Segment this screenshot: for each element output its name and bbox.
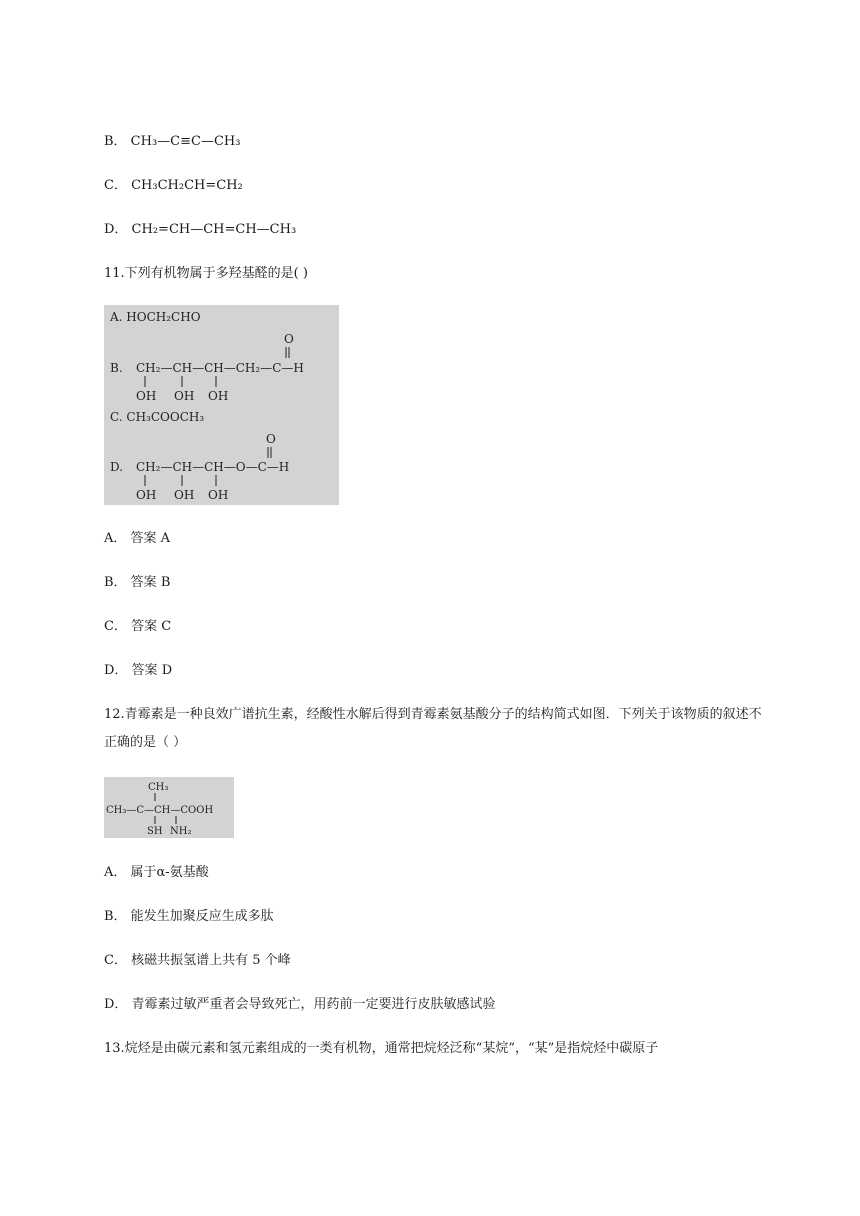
option-q11-d: D． 答案 D xyxy=(104,663,173,678)
option-q12-c: C． 核磁共振氢谱上共有 5 个峰 xyxy=(104,953,291,968)
q11-fig-d-oh-2: OH xyxy=(174,488,195,502)
q11-fig-b-carbonyl-o: O xyxy=(284,332,294,346)
q12-fig-top-ch3: CH₃ xyxy=(148,782,169,793)
question-13-stem: 13.烷烃是由碳元素和氢元素组成的一类有机物，通常把烷烃泛称“某烷”，“某”是指烷烃中碳原子 xyxy=(104,1041,659,1056)
q11-fig-d-oh-3: OH xyxy=(208,488,229,502)
option-q11-a: A． 答案 A xyxy=(104,531,171,546)
q11-fig-c: C. CH₃COOCH₃ xyxy=(110,410,205,424)
q11-fig-d-oh-1: OH xyxy=(136,488,157,502)
option-q11-c: C． 答案 C xyxy=(104,619,172,634)
q11-fig-a: A. HOCH₂CHO xyxy=(110,310,201,324)
q11-fig-d-chain: CH₂—CH—CH—O—C—H xyxy=(136,460,290,474)
option-q12-b: B． 能发生加聚反应生成多肽 xyxy=(104,909,274,924)
q12-fig-nh2: NH₂ xyxy=(170,826,192,837)
option-q11-b: B． 答案 B xyxy=(104,575,171,590)
q11-fig-b-label: B. xyxy=(110,361,123,375)
q11-fig-b-oh-3: OH xyxy=(208,389,229,403)
q11-fig-d-label: D. xyxy=(110,460,124,474)
q11-fig-b-oh-1: OH xyxy=(136,389,157,403)
q12-fig-sh: SH xyxy=(147,826,163,837)
option-q10-d: D． CH₂=CH—CH=CH—CH₃ xyxy=(104,222,297,237)
q11-fig-d-carbonyl-o: O xyxy=(266,432,276,446)
option-q12-a: A． 属于α-氨基酸 xyxy=(104,865,209,880)
q12-structure-figure xyxy=(104,777,234,838)
option-q12-d: D． 青霉素过敏严重者会导致死亡，用药前一定要进行皮肤敏感试验 xyxy=(104,997,496,1012)
question-12-stem: 12.青霉素是一种良效广谱抗生素，经酸性水解后得到青霉素氨基酸分子的结构简式如图．下列关于该物质的叙述不正确的是（ ） xyxy=(104,707,762,750)
q12-fig-chain: CH₃—C—CH—COOH xyxy=(106,805,214,816)
q11-fig-b-oh-2: OH xyxy=(174,389,195,403)
question-11-stem: 11.下列有机物属于多羟基醛的是( ) xyxy=(104,266,308,281)
option-q10-b: B． CH₃—C≡C—CH₃ xyxy=(104,134,241,149)
option-q10-c: C． CH₃CH₂CH=CH₂ xyxy=(104,178,243,193)
q11-fig-b-chain: CH₂—CH—CH—CH₂—C—H xyxy=(136,361,304,375)
q11-structure-figure xyxy=(104,305,339,505)
